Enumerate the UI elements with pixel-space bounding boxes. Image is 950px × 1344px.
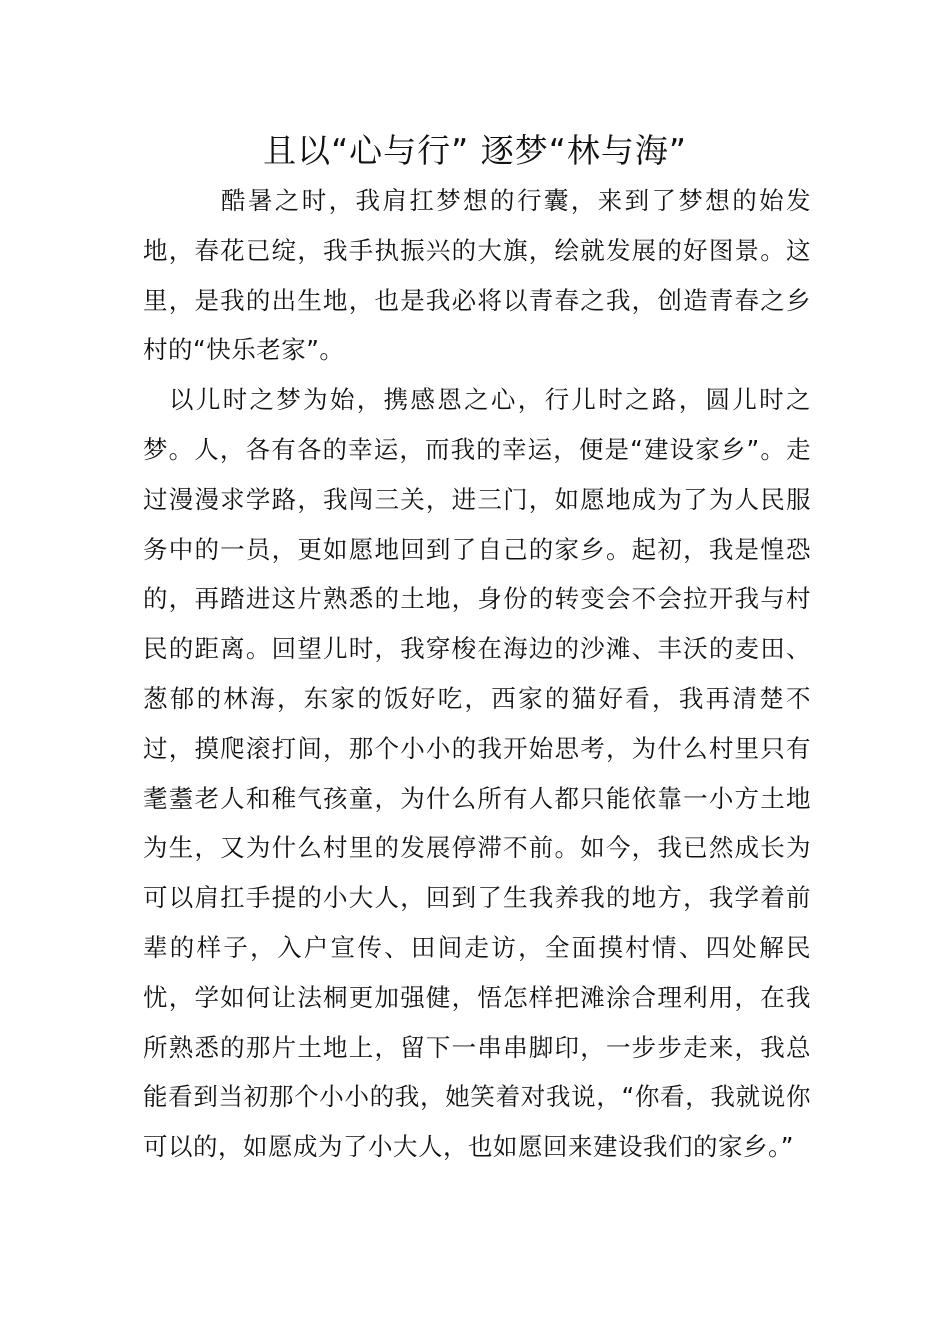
paragraph-1: 酷暑之时，我肩扛梦想的行囊，来到了梦想的始发地，春花已绽，我手执振兴的大旗，绘就发展的好图景。这里，是我的出生地，也是我必将以青春之我，创造青春之乡村的“快乐老家”。 (143, 186, 811, 365)
document-title: 且以“心与行” 逐梦“林与海” (263, 131, 687, 170)
paragraph-2: 以儿时之梦为始，携感恩之心，行儿时之路，圆儿时之梦。人，各有各的幸运，而我的幸运，便是“建设家乡”。走过漫漫求学路，我闯三关，进三门，如愿地成为了为人民服务中的一员，更如愿地回到了自己的家乡。起初，我是惶恐的，再踏进这片熟悉的土地，身份的转变会不会拉开我与村民的距离。回望儿时，我穿梭在海边的沙滩、丰沃的麦田、葱郁的林海，东家的饭好吃，西家的猫好看，我再清楚不过，摸爬滚打间，那个小小的我开始思考，为什么村里只有耄耋老人和稚气孩童，为什么所有人都只能依靠一小方土地为生，又为什么村里的发展停滞不前。如今，我已然成长为可以肩扛手提的小大人，回到了生我养我的地方，我学着前辈的样子，入户宣传、田间走访，全面摸村情、四处解民忧，学如何让法桐更加强健，悟怎样把滩涂合理利用，在我所熟悉的那片土地上，留下一串串脚印，一步步走来，我总能看到当初那个小小的我，她笑着对我说，“你看，我就说你可以的，如愿成为了小大人，也如愿回来建设我们的家乡。” (143, 385, 811, 1162)
document-body (143, 176, 811, 1172)
